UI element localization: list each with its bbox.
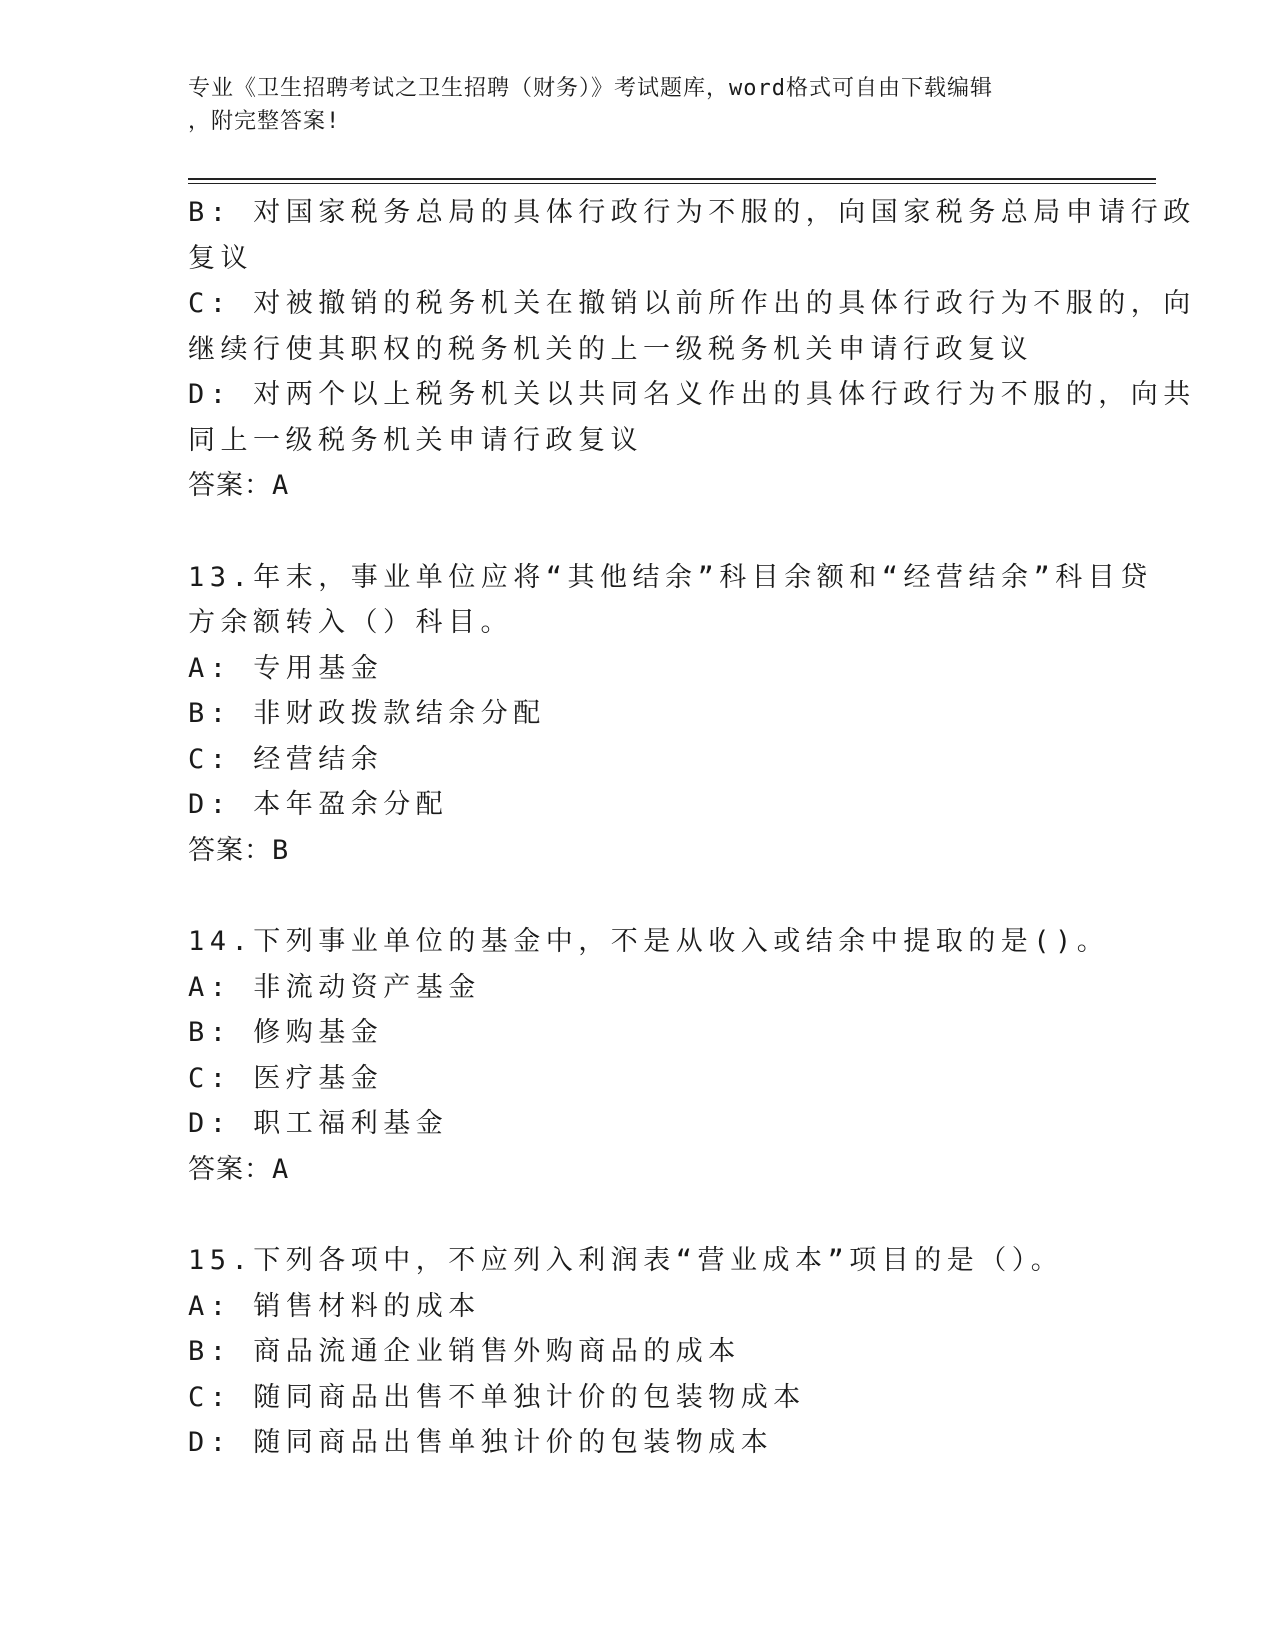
option-b-continued: 复议 [188, 242, 253, 274]
answer: 答案：A [188, 470, 290, 501]
option-c: C: 随同商品出售不单独计价的包装物成本 [188, 1381, 806, 1413]
option-b: B: 商品流通企业销售外购商品的成本 [188, 1336, 741, 1367]
option-d: D: 随同商品出售单独计价的包装物成本 [188, 1427, 774, 1458]
header-title-line1: 专业《卫生招聘考试之卫生招聘（财务）》考试题库，word格式可自由下载编辑 [188, 76, 993, 101]
option-d: D: 本年盈余分配 [188, 789, 449, 820]
option-c: C: 对被撤销的税务机关在撤销以前所作出的具体行政行为不服的，向 [188, 288, 1196, 319]
question-stem-continued: 方余额转入（）科目。 [188, 607, 513, 638]
option-a: A: 销售材料的成本 [188, 1290, 481, 1322]
header-divider-thick [188, 178, 1156, 180]
option-a: A: 专用基金 [188, 652, 384, 684]
option-c-continued: 继续行使其职权的税务机关的上一级税务机关申请行政复议 [188, 333, 1033, 365]
header-divider-thin [188, 183, 1156, 184]
document-body [188, 190, 1196, 1466]
document-header [188, 72, 1068, 138]
question-12-tail [188, 190, 1196, 509]
question-15 [188, 1238, 1088, 1466]
question-13 [188, 555, 1153, 874]
question-stem: 15.下列各项中，不应列入利润表“营业成本”项目的是（）。 [188, 1245, 1064, 1276]
option-b: B: 修购基金 [188, 1017, 384, 1048]
question-14 [188, 919, 1110, 1192]
option-d-continued: 同上一级税务机关申请行政复议 [188, 424, 643, 456]
option-b: B: 非财政拨款结余分配 [188, 698, 546, 729]
option-d: D: 对两个以上税务机关以共同名义作出的具体行政行为不服的，向共 [188, 379, 1196, 410]
question-stem: 13.年末，事业单位应将“其他结余”科目余额和“经营结余”科目贷 [188, 561, 1153, 593]
option-b: B: 对国家税务总局的具体行政行为不服的，向国家税务总局申请行政 [188, 197, 1196, 228]
header-title-line2: ，附完整答案! [188, 109, 341, 134]
answer: 答案：B [188, 834, 290, 866]
answer: 答案：A [188, 1153, 290, 1185]
option-d: D: 职工福利基金 [188, 1108, 449, 1139]
question-stem: 14.下列事业单位的基金中，不是从收入或结余中提取的是()。 [188, 926, 1110, 957]
option-c: C: 经营结余 [188, 743, 384, 775]
option-c: C: 医疗基金 [188, 1062, 384, 1094]
option-a: A: 非流动资产基金 [188, 971, 481, 1003]
